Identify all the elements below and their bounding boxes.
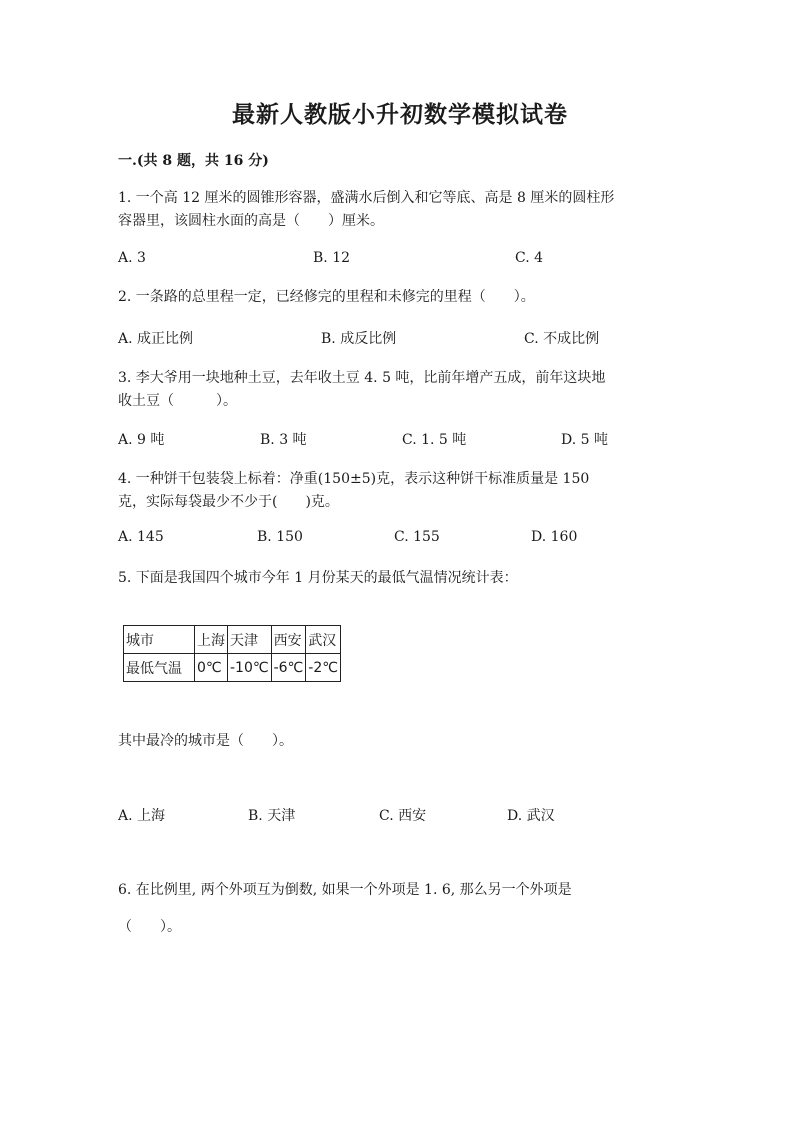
table-row [124, 654, 341, 682]
table-cell: 城市 [124, 626, 195, 654]
question-5-option-d: D. 武汉 [507, 808, 555, 824]
table-cell: 0℃ [195, 654, 228, 682]
question-1-line-2: 容器里，该圆柱水面的高是（ ）厘米。 [118, 213, 384, 229]
question-4-option-a: A. 145 [118, 529, 164, 545]
question-4-line-2: 克，实际每袋最少不少于( )克。 [118, 494, 339, 510]
section-heading: 一.(共 8 题，共 16 分) [118, 153, 269, 169]
question-4-option-c: C. 155 [394, 529, 440, 545]
question-3-line-2: 收土豆（ ）。 [118, 393, 237, 409]
question-2-option-b: B. 成反比例 [321, 331, 397, 347]
question-1-option-a: A. 3 [118, 250, 146, 266]
question-3-option-d: D. 5 吨 [561, 432, 608, 448]
table-cell: -2℃ [306, 654, 341, 682]
question-1-option-b: B. 12 [313, 250, 351, 266]
question-5-option-c: C. 西安 [379, 808, 427, 824]
question-4-option-b: B. 150 [257, 529, 303, 545]
table-cell: -6℃ [271, 654, 306, 682]
table-cell: -10℃ [228, 654, 272, 682]
question-2-option-a: A. 成正比例 [118, 331, 194, 347]
question-4-line-1: 4. 一种饼干包装袋上标着：净重(150±5)克，表示这种饼干标准质量是 150 [118, 471, 590, 487]
temperature-table [123, 625, 341, 682]
question-3-line-1: 3. 李大爷用一块地种土豆，去年收土豆 4. 5 吨，比前年增产五成，前年这块地 [118, 370, 606, 386]
table-header-row [124, 626, 341, 654]
question-1-line-1: 1. 一个高 12 厘米的圆锥形容器，盛满水后倒入和它等底、高是 8 厘米的圆柱形 [118, 190, 615, 206]
table-cell: 最低气温 [124, 654, 195, 682]
question-3-option-b: B. 3 吨 [260, 432, 307, 448]
question-3-option-a: A. 9 吨 [118, 432, 165, 448]
table-cell: 天津 [228, 626, 272, 654]
table-cell: 西安 [271, 626, 306, 654]
question-5-followup: 其中最冷的城市是（ ）。 [118, 733, 293, 749]
question-5-line-1: 5. 下面是我国四个城市今年 1 月份某天的最低气温情况统计表： [118, 570, 518, 586]
question-5-option-a: A. 上海 [118, 808, 166, 824]
question-1-option-c: C. 4 [515, 250, 544, 266]
table-cell: 上海 [195, 626, 228, 654]
question-2-line-1: 2. 一条路的总里程一定，已经修完的里程和未修完的里程（ ）。 [118, 289, 535, 305]
question-5-option-b: B. 天津 [248, 808, 296, 824]
question-6-line-1: 6. 在比例里, 两个外项互为倒数, 如果一个外项是 1. 6, 那么另一个外项是 [118, 882, 572, 898]
page-title: 最新人教版小升初数学模拟试卷 [232, 101, 568, 128]
question-2-option-c: C. 不成比例 [524, 331, 600, 347]
question-4-option-d: D. 160 [531, 529, 578, 545]
question-3-option-c: C. 1. 5 吨 [402, 432, 467, 448]
table-cell: 武汉 [306, 626, 341, 654]
question-6-line-2: （ ）。 [118, 919, 181, 935]
